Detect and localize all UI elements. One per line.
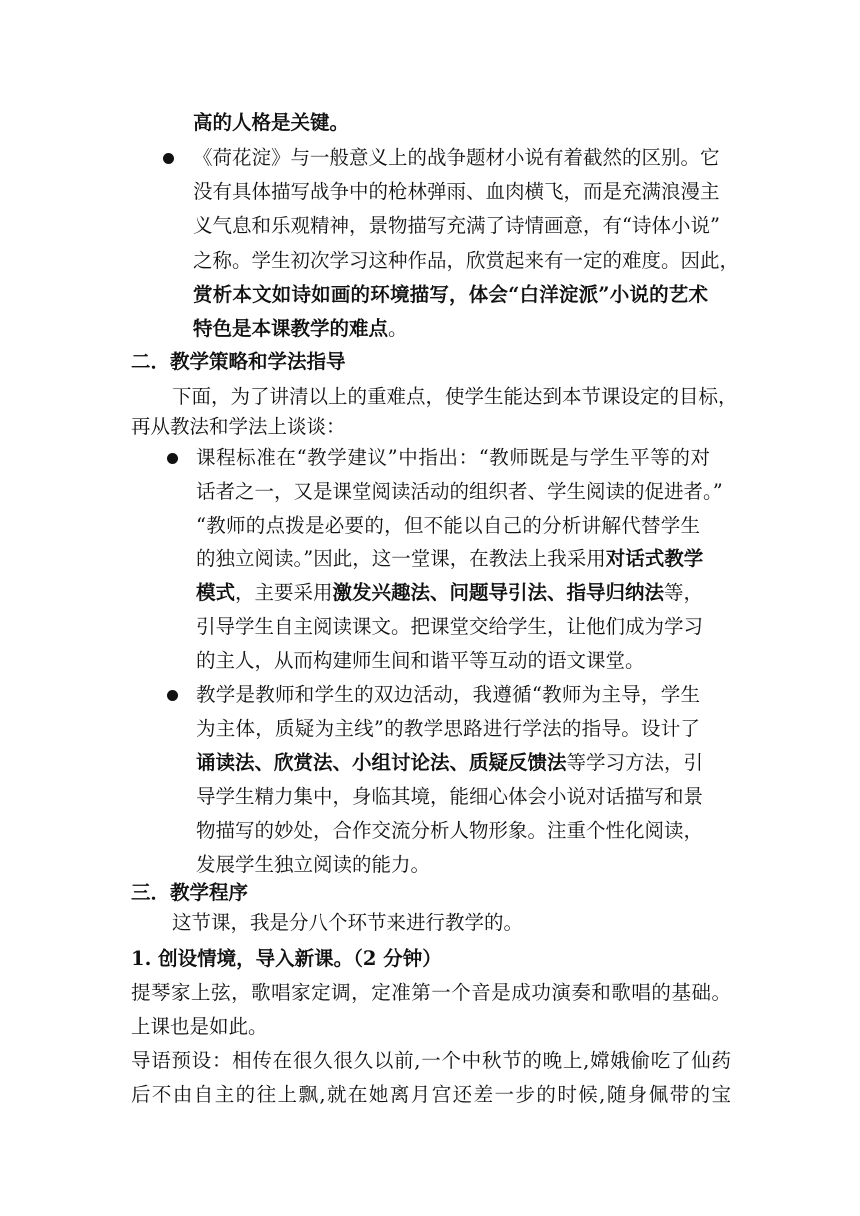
bullet-line: 模式，主要采用激发兴趣法、问题导引法、指导归纳法等， <box>196 581 704 604</box>
bullet-line: 话者之一，又是课堂阅读活动的组织者、学生阅读的促进者。” <box>196 480 723 503</box>
bullet-line: 的独立阅读。”因此，这一堂课，在教法上我采用对话式教学 <box>196 547 704 570</box>
bullet-line: 义气息和乐观精神，景物描写充满了诗情画意，有“诗体小说” <box>193 214 720 237</box>
bullet-line: 为主体，质疑为主线”的教学思路进行学法的指导。设计了 <box>196 717 700 740</box>
section-heading: 三．教学程序 <box>131 881 249 904</box>
bullet-icon <box>167 690 178 701</box>
bullet-line: 物描写的妙处，合作交流分析人物形象。注重个性化阅读， <box>196 819 704 842</box>
bullet-line: 赏析本文如诗如画的环境描写，体会“白洋淀派”小说的艺术 <box>193 283 708 306</box>
paragraph-line: 上课也是如此。 <box>131 1015 268 1038</box>
bullet-line: 诵读法、欣赏法、小组讨论法、质疑反馈法等学习方法，引 <box>196 751 704 774</box>
bullet-line: 引导学生自主阅读课文。把课堂交给学生，让他们成为学习 <box>196 615 704 638</box>
bullet-line: 教学是教师和学生的双边活动，我遵循“教师为主导，学生 <box>196 683 700 706</box>
paragraph-line: 提琴家上弦，歌唱家定调，定准第一个音是成功演奏和歌唱的基础。 <box>131 981 731 1004</box>
bullet-line: 特色是本课教学的难点。 <box>193 317 408 340</box>
step-heading: 1. 创设情境，导入新课。（2 分钟） <box>131 947 442 970</box>
paragraph-line: 再从教法和学法上谈谈： <box>131 415 346 438</box>
paragraph-line: 下面，为了讲清以上的重难点，使学生能达到本节课设定的目标， <box>172 385 738 408</box>
bullet-line: 的主人，从而构建师生间和谐平等互动的语文课堂。 <box>196 649 645 672</box>
section-heading: 二．教学策略和学法指导 <box>131 350 346 373</box>
paragraph-line: 导语预设：相传在很久很久以前,一个中秋节的晚上,嫦娥偷吃了仙药 <box>131 1049 731 1072</box>
bullet-line: 没有具体描写战争中的枪林弹雨、血肉横飞，而是充满浪漫主 <box>193 180 720 203</box>
bullet-line: 课程标准在“教学建议”中指出：“教师既是与学生平等的对 <box>196 446 710 469</box>
bullet-icon <box>163 153 174 164</box>
paragraph-line: 后不由自主的往上飘,就在她离月宫还差一步的时候,随身佩带的宝 <box>131 1083 731 1106</box>
bullet-line: 之称。学生初次学习这种作品，欣赏起来有一定的难度。因此， <box>193 249 740 272</box>
bullet-icon <box>167 453 178 464</box>
paragraph-line: 这节课，我是分八个环节来进行教学的。 <box>172 911 524 934</box>
bullet-line: 《荷花淀》与一般意义上的战争题材小说有着截然的区别。它 <box>193 146 720 169</box>
bullet-line: “教师的点拨是必要的，但不能以自己的分析讲解代替学生 <box>196 514 700 537</box>
bullet-line: 发展学生独立阅读的能力。 <box>196 853 431 876</box>
bullet-line: 导学生精力集中，身临其境，能细心体会小说对话描写和景 <box>196 785 704 808</box>
bullet-line: 高的人格是关键。 <box>193 111 350 134</box>
